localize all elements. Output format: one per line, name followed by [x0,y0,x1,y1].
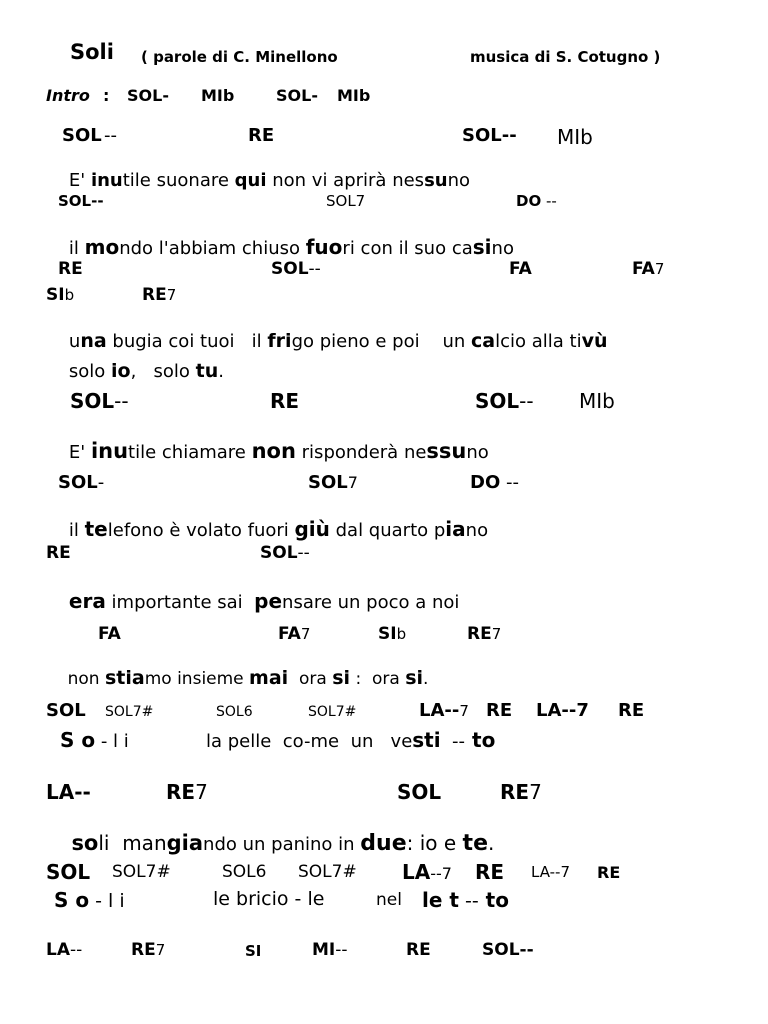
text-segment: non [67,669,105,689]
text-segment: na [80,330,107,352]
chord-line [0,285,768,305]
text-segment: go pieno e poi un [291,331,472,352]
text-segment: 7 [459,702,469,720]
text-segment: te [462,831,488,856]
text-segment: SOL [260,543,298,563]
text-segment: -- [500,472,519,493]
chord: SOL7 [326,192,366,210]
lyric-line [0,888,768,912]
text-segment: inu [90,439,129,463]
chord [46,942,82,959]
lyric-text [206,730,495,751]
lyric-text [46,573,459,630]
text-segment: io [111,360,131,382]
intro-chord: SOL- [276,86,318,105]
chord: SOL7# [308,704,357,720]
chord [131,942,165,959]
text-segment: 7 [529,780,542,804]
text-segment: LA [402,860,431,884]
chord-line [0,780,768,804]
lyric-text [422,890,509,911]
chord: SI [245,942,262,960]
text-segment: lcio alla ti [495,331,582,352]
text-segment: - l i [89,890,125,912]
text-segment: era [68,589,106,613]
text-segment: SOL [271,259,309,279]
text-segment: to [478,888,509,912]
text-segment: ca [471,330,496,352]
chord [402,862,452,882]
lyric-text [46,652,428,705]
chord-line [0,389,768,413]
text-segment: -- [308,259,321,279]
lyric-line [0,344,768,382]
text-segment: RE [467,624,492,644]
chord-line [0,700,768,721]
text-segment: inu [90,170,123,191]
text-segment: qui [234,170,267,191]
chord: RE [46,543,71,563]
lyric-text: le bricio - le [213,888,325,910]
intro-chord: MIb [337,86,371,105]
lyricist-credit: ( parole di C. Minellono [141,48,338,66]
text-segment: no [466,442,489,463]
chord: LA--7 [536,700,589,721]
lyric-line [0,813,768,856]
text-segment: bugia coi tuoi il [106,331,268,352]
text-segment: stia [104,667,145,689]
text-segment: -- [70,940,83,960]
chord-line [0,259,768,279]
text-segment: LA-- [419,700,460,721]
chord: SOL [46,860,91,884]
chord: SOL-- [482,940,534,960]
text-segment: -- [114,389,129,413]
chord-line [0,472,768,493]
text-segment: SI [378,624,397,644]
chord: RE [597,863,621,882]
chord [142,287,176,304]
lyric-line [0,501,768,541]
text-segment: . [218,361,224,382]
lyric-text: nel [376,890,402,910]
text-segment: sti [412,728,441,752]
text-segment: SOL [70,389,115,413]
chord [500,782,542,802]
chord [166,782,208,802]
text-segment: : ora [350,669,406,689]
chord: SOL-- [462,125,517,146]
chord [70,391,129,411]
text-segment: mo insieme [144,669,250,689]
chord [632,261,664,278]
chord [271,261,321,278]
text-segment: fuo [305,235,343,259]
text-segment: tu [195,360,219,382]
text-segment: giù [294,517,330,541]
text-segment: SOL [308,472,348,493]
text-segment: -- [91,192,104,210]
text-segment: lefono è volato fuori [107,520,295,541]
text-segment: il [68,238,85,259]
text-segment: SI [46,285,65,305]
text-segment: - l i [95,731,129,752]
intro-colon: : [103,86,110,105]
text-segment: 7 [300,625,311,643]
text-segment: vù [581,330,608,352]
chord-line [0,624,768,644]
text-segment: b [396,625,407,643]
text-segment: E' [68,442,91,463]
text-segment: fri [267,330,292,352]
text-segment: 7 [166,286,177,304]
chord: LA--7 [531,863,571,881]
chord [378,626,406,643]
text-segment: te [84,517,108,541]
lyric-line [0,652,768,689]
chord: RE [58,259,83,279]
text-segment: mo [84,235,120,259]
chord [467,626,501,643]
lyric-text [46,154,470,208]
chord [475,391,534,411]
text-segment: FA [632,259,655,279]
lyric-line [0,154,768,191]
chord [419,702,469,720]
text-segment: 7 [155,941,166,959]
chord: RE [406,940,431,960]
text-segment: su [424,170,448,191]
chord: SOL6 [216,704,253,720]
chord [516,194,557,209]
text-segment: -- [458,890,479,912]
chord: MIb [557,125,593,149]
text-segment: : io e [406,831,463,855]
text-segment: RE [131,940,156,960]
text-segment: E' [68,170,91,191]
chord: RE [618,700,645,721]
lyric-text [46,423,489,480]
lyric-line [0,423,768,463]
text-segment: FA [278,624,301,644]
chord: FA [98,624,121,644]
text-segment: SOL [58,472,98,493]
chord: RE [475,860,505,884]
intro-label: Intro [46,86,90,105]
chord: RE [270,389,300,413]
text-segment: 7 [347,473,358,492]
intro-chord: SOL- [127,86,169,105]
chord [470,474,519,492]
chord-line [0,860,768,884]
text-segment: RE [166,780,196,804]
text-segment: -- [541,192,557,210]
lyric-text [54,890,125,911]
chord: RE [486,700,513,721]
chord [260,545,310,562]
lyric-line [0,573,768,613]
chord: SOL [46,700,86,721]
chord: FA [509,259,532,279]
text-segment: b [64,286,75,304]
text-segment: si [472,235,492,259]
chord [308,474,358,492]
text-segment: dal quarto p [329,520,446,541]
text-segment: le t [422,888,459,912]
text-segment: mai [249,667,289,689]
text-segment: no [447,170,471,191]
text-segment: gia [166,831,204,855]
chord-line [0,543,768,563]
chord: RE [248,125,275,146]
text-segment: LA [46,940,70,960]
chord: -- [104,125,117,146]
text-segment: no [465,520,489,541]
intro-line [0,86,768,105]
text-segment: pe [254,589,283,613]
lyric-text [60,730,129,751]
text-segment: risponderà ne [295,442,427,463]
text-segment: - [97,472,105,493]
chord [278,626,310,643]
chord: SOL7# [112,862,171,882]
composer-credit: musica di S. Cotugno ) [470,48,661,66]
text-segment: RE [142,285,167,305]
text-segment: -- [440,731,466,752]
text-segment: importante sai [105,592,255,613]
text-segment: solo [68,361,112,382]
text-segment: MI [312,940,336,960]
text-segment: S o [60,728,96,752]
text-segment: SOL [58,192,92,210]
chord: MIb [579,389,615,413]
text-segment: -- [335,940,348,960]
text-segment: si [332,667,351,689]
text-segment: DO [516,192,542,210]
song-title: Soli [70,40,114,64]
text-segment: li man [98,831,167,855]
text-segment: tile chiamare [128,442,252,463]
text-segment: 7 [195,780,208,804]
text-segment: 7 [491,625,502,643]
text-segment: ia [445,517,466,541]
text-segment: S o [54,888,90,912]
chord: SOL [62,125,102,146]
text-segment: il [68,520,85,541]
text-segment: nsare un poco a noi [282,592,460,613]
text-segment: . [423,669,429,689]
text-segment: -- [297,543,310,563]
chord-line [0,940,768,960]
text-segment: -- [519,389,534,413]
text-segment: RE [500,780,530,804]
lyric-line [0,314,768,352]
text-segment: ndo un panino in [203,834,361,855]
song-header [0,40,768,66]
text-segment: ndo l'abbiam chiuso [119,238,306,259]
text-segment: SOL [475,389,520,413]
chord [312,942,348,959]
chord: LA-- [46,780,91,804]
chord: SOL6 [222,862,267,882]
chord-line [0,125,768,149]
lyric-line [0,219,768,259]
text-segment: no [491,238,514,259]
text-segment: so [71,831,99,855]
text-segment: ri con il suo ca [342,238,473,259]
chord: SOL [397,780,442,804]
chord-line [0,192,768,210]
text-segment: to [465,728,496,752]
text-segment: ssu [426,439,467,463]
text-segment: si [405,667,424,689]
text-segment: 7 [654,260,665,278]
text-segment: non vi aprirà nes [266,170,425,191]
text-segment: la pelle co-me un ve [206,731,413,752]
chord [58,474,104,492]
chord [58,194,104,209]
text-segment: . [487,831,495,855]
chord [46,287,74,304]
chord: SOL7# [298,862,357,882]
text-segment: u [68,331,81,352]
text-segment: due [360,831,407,856]
text-segment: --7 [430,864,452,883]
chord: SOL7# [105,704,154,720]
text-segment: ora [288,669,333,689]
text-segment: , solo [130,361,196,382]
intro-chord: MIb [201,86,235,105]
text-segment: tile suonare [122,170,235,191]
text-segment: DO [470,472,501,493]
text-segment: non [251,439,296,463]
lyric-line [0,728,768,752]
